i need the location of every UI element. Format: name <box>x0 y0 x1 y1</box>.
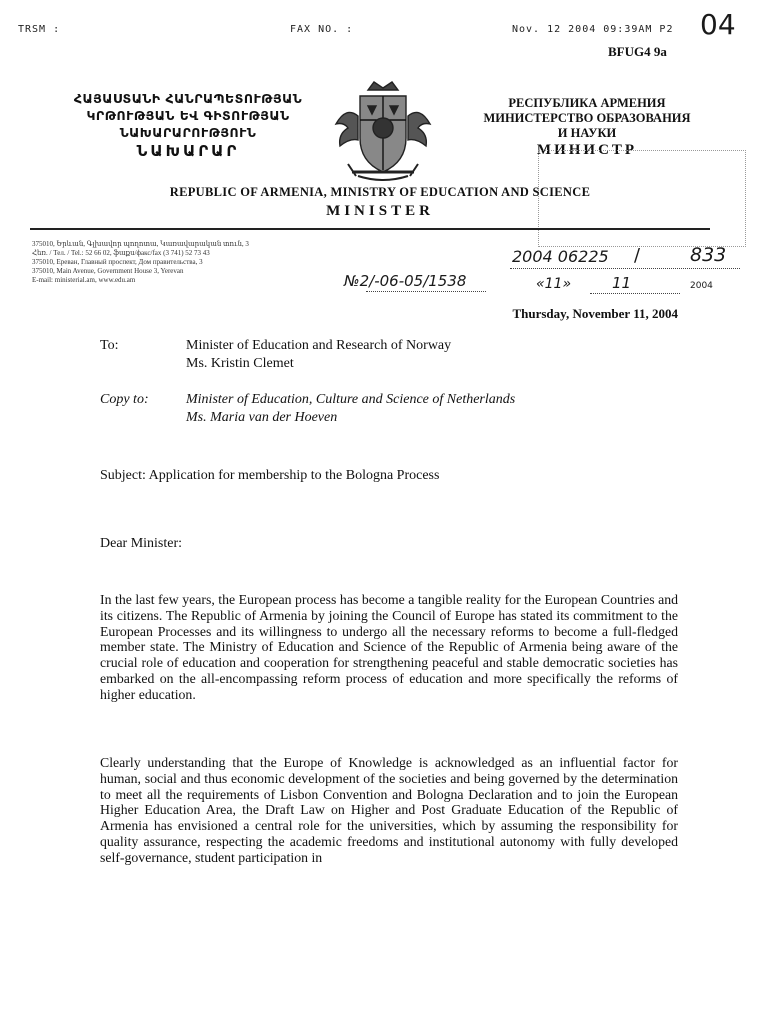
russian-line-1: РЕСПУБЛИКА АРМЕНИЯ <box>508 96 666 110</box>
fax-number: FAX NO. : <box>290 24 354 35</box>
subject-line: Subject: Application for membership to the Bologna Process <box>100 468 440 483</box>
fax-timestamp: Nov. 12 2004 09:39AM P2 <box>512 24 674 35</box>
fax-sender: TRSM : <box>18 24 61 35</box>
to-label: To: <box>100 338 119 353</box>
page-mark: 04 <box>700 8 736 41</box>
english-minister-title: MINISTER <box>326 203 434 219</box>
copy-to-line-1: Minister of Education, Culture and Science of Netherlands <box>186 392 516 407</box>
registration-month: 11 <box>612 274 632 292</box>
outgoing-number-underline <box>366 291 486 292</box>
address-line-4: 375010, Main Avenue, Government House 3, Yerevan <box>32 267 184 275</box>
document-reference: BFUG4 9a <box>608 44 667 59</box>
armenian-line-1: ՀԱՅԱՍՏԱՆԻ ՀԱՆՐԱՊԵՏՈՒԹՅԱՆ <box>73 91 303 106</box>
salutation: Dear Minister: <box>100 536 183 551</box>
incoming-underline <box>510 268 740 269</box>
russian-line-3: И НАУКИ <box>557 126 617 140</box>
copy-to-line-2: Ms. Maria van der Hoeven <box>186 410 338 425</box>
armenian-line-3: ՆԱԽԱՐԱՐՈՒԹՅՈՒՆ <box>119 125 257 140</box>
registration-day: «11» <box>536 276 572 292</box>
letterhead-divider <box>30 228 710 230</box>
body-paragraph-2: Clearly understanding that the Europe of Knowledge is acknowledged as an influential factor for human, social and thus economic development of the societies and being governed by the determination to meet all the requirements of Lisbon Convention and Bologna Declaration and to join the European Higher Education Area, the Draft Law on Higher and Post Graduate Education of the Republic of Armenia has envisioned a central role for the universities, which by assuming the responsibility for quality assurance, respecting the academic freedoms and institutional autonomy with fully developed self-governance, student participation in <box>100 755 678 865</box>
body-paragraph-1: In the last few years, the European process has become a tangible reality for the European Countries and its citizens. The Republic of Armenia by joining the Council of Europe has stated its commitment to the European Processes and its willingness to undergo all the necessary reforms to become a full-fledged member state. The Ministry of Education and Science of the Republic of Armenia being aware of the crucial role of education and cooperation for strengthening peaceful and stable democratic societies has embarked on the all-encompassing reform process of education and more specifically the reforms of higher education. <box>100 592 678 702</box>
address-line-2: Հեռ. / Тел. / Tel.: 52 66 02, ֆաքս/факс/fax (3 741) 52 73 43 <box>32 249 210 257</box>
address-line-5: E-mail: ministerial.am, www.edu.am <box>32 276 136 284</box>
english-ministry-title: REPUBLIC OF ARMENIA, MINISTRY OF EDUCATION AND SCIENCE <box>169 185 591 199</box>
coat-of-arms-icon <box>328 76 438 186</box>
to-line-1: Minister of Education and Research of Norway <box>186 338 452 353</box>
address-line-3: 375010, Ереван, Главный проспект, Дом правительства, 3 <box>32 258 203 266</box>
registration-year: 2004 <box>690 281 713 291</box>
outgoing-number: №2/-06-05/1538 <box>344 272 467 290</box>
incoming-number: 2004 06225 <box>512 247 609 266</box>
address-block <box>32 240 352 285</box>
russian-letterhead <box>462 96 712 158</box>
copy-to-label: Copy to: <box>100 392 149 407</box>
armenian-letterhead <box>58 90 318 160</box>
russian-line-4: МИНИСТР <box>536 142 638 158</box>
to-line-2: Ms. Kristin Clemet <box>186 356 294 371</box>
russian-line-2: МИНИСТЕРСТВО ОБРАЗОВАНИЯ <box>483 111 691 125</box>
registration-month-underline <box>590 293 680 294</box>
address-line-1: 375010, Երևան, Գլխավոր պողոտա, Կառավարական տուն, 3 <box>32 240 249 248</box>
armenian-line-4: ՆԱԽԱՐԱՐ <box>136 142 240 160</box>
armenian-line-2: ԿՐԹՈՒԹՅԱՆ ԵՎ ԳԻՏՈՒԹՅԱՆ <box>86 108 290 123</box>
incoming-separator: / <box>634 245 641 266</box>
incoming-count: 833 <box>690 244 727 266</box>
letter-date: Thursday, November 11, 2004 <box>512 306 678 321</box>
